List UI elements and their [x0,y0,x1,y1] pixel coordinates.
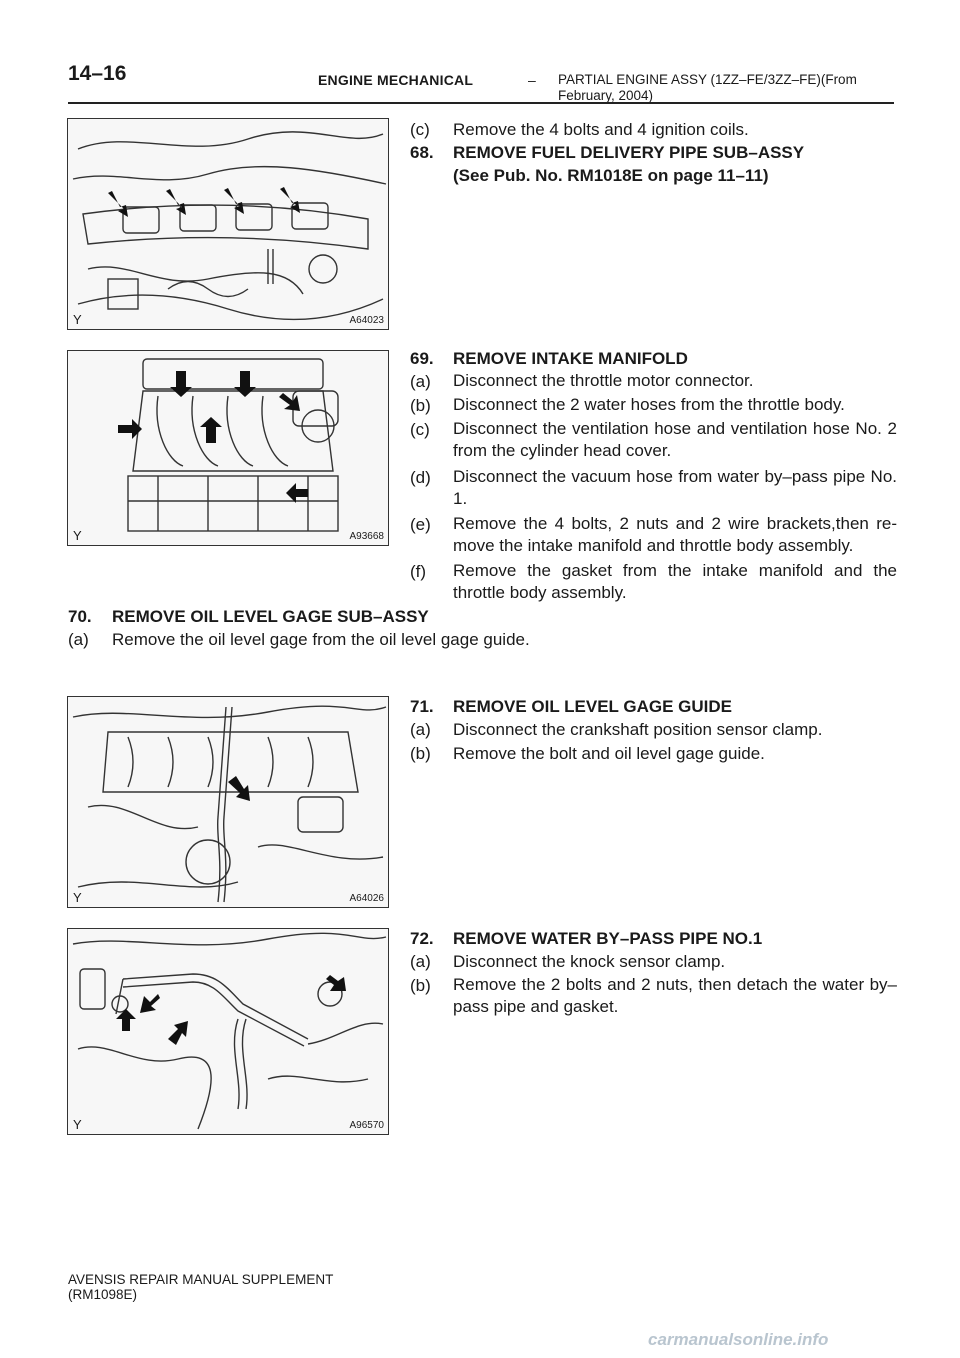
step-69-number: 69. [410,349,434,368]
step-67-c-label: (c) [410,120,430,139]
step-71-number: 71. [410,697,434,716]
header-subtitle-line1: PARTIAL ENGINE ASSY (1ZZ–FE/3ZZ–FE)(From [558,72,857,87]
step-70-number: 70. [68,607,92,626]
figure-code: A64023 [349,315,384,326]
step-69-a-label: (a) [410,372,431,391]
step-69-f-text: Remove the gasket from the intake manifold and the throttle body assembly. [453,561,897,602]
footer-manual-code: (RM1098E) [68,1287,138,1302]
step-71-a-label: (a) [410,720,431,739]
figure-y-mark: Y [73,528,82,543]
step-70-title: REMOVE OIL LEVEL GAGE SUB–ASSY [112,607,429,626]
step-72-a-text: Disconnect the knock sensor clamp. [453,952,726,971]
step-68-reference: (See Pub. No. RM1018E on page 11–11) [453,166,769,185]
header-section-title: ENGINE MECHANICAL [318,72,474,88]
step-72-b-label: (b) [410,976,431,995]
step-69-c-text: Disconnect the ventilation hose and ventilation hose No. 2 from the cylinder head cover. [453,419,897,460]
step-68-number: 68. [410,143,434,162]
step-67-c-text: Remove the 4 bolts and 4 ignition coils. [453,120,749,139]
header-subtitle-line2: February, 2004) [558,88,654,103]
step-71-b-label: (b) [410,744,431,763]
step-72-title: REMOVE WATER BY–PASS PIPE NO.1 [453,929,763,948]
header-dash: – [528,72,536,88]
figure-water-bypass-pipe [67,928,389,1135]
step-69-b-text: Disconnect the 2 water hoses from the throttle body. [453,395,845,414]
step-69-a-text: Disconnect the throttle motor connector. [453,371,754,390]
step-72-number: 72. [410,929,434,948]
step-71-title: REMOVE OIL LEVEL GAGE GUIDE [453,697,732,716]
step-69-f-label: (f) [410,562,427,581]
step-72-b-text: Remove the 2 bolts and 2 nuts, then detach the water by– pass pipe and gasket. [453,975,897,1016]
engine-drawing-ignition-coils [68,119,388,329]
figure-ignition-coils [67,118,389,330]
step-69-e-label: (e) [410,515,431,534]
figure-y-mark: Y [73,890,82,905]
step-72-a-label: (a) [410,952,431,971]
page-number: 14–16 [68,62,127,85]
figure-y-mark: Y [73,1117,82,1132]
header-rule [68,102,894,104]
engine-drawing-intake-manifold [68,351,388,545]
footer-manual-title: AVENSIS REPAIR MANUAL SUPPLEMENT [68,1272,334,1287]
figure-intake-manifold [67,350,389,546]
step-69-d-label: (d) [410,468,431,487]
step-69-title: REMOVE INTAKE MANIFOLD [453,349,688,368]
step-71-a-text: Disconnect the crankshaft position sensor clamp. [453,720,823,739]
figure-code: A64026 [349,893,384,904]
step-70-a-text: Remove the oil level gage from the oil level gage guide. [112,630,530,649]
watermark-text: carmanualsonline.info [648,1330,829,1349]
step-71-b-text: Remove the bolt and oil level gage guide. [453,744,765,763]
step-68-title: REMOVE FUEL DELIVERY PIPE SUB–ASSY [453,143,805,162]
step-69-c-label: (c) [410,420,430,439]
step-70-a-label: (a) [68,630,89,649]
engine-drawing-water-bypass-pipe [68,929,388,1134]
step-69-d-text: Disconnect the vacuum hose from water by–pass pipe No. 1. [453,467,897,508]
figure-y-mark: Y [73,312,82,327]
step-69-b-label: (b) [410,396,431,415]
figure-code: A96570 [349,1120,384,1131]
step-69-e-text: Remove the 4 bolts, 2 nuts and 2 wire brackets,then re- move the intake manifold and throttle body assembly. [453,514,897,555]
figure-code: A93668 [349,531,384,542]
figure-oil-level-gage-guide [67,696,389,908]
engine-drawing-oil-level-gage-guide [68,697,388,907]
